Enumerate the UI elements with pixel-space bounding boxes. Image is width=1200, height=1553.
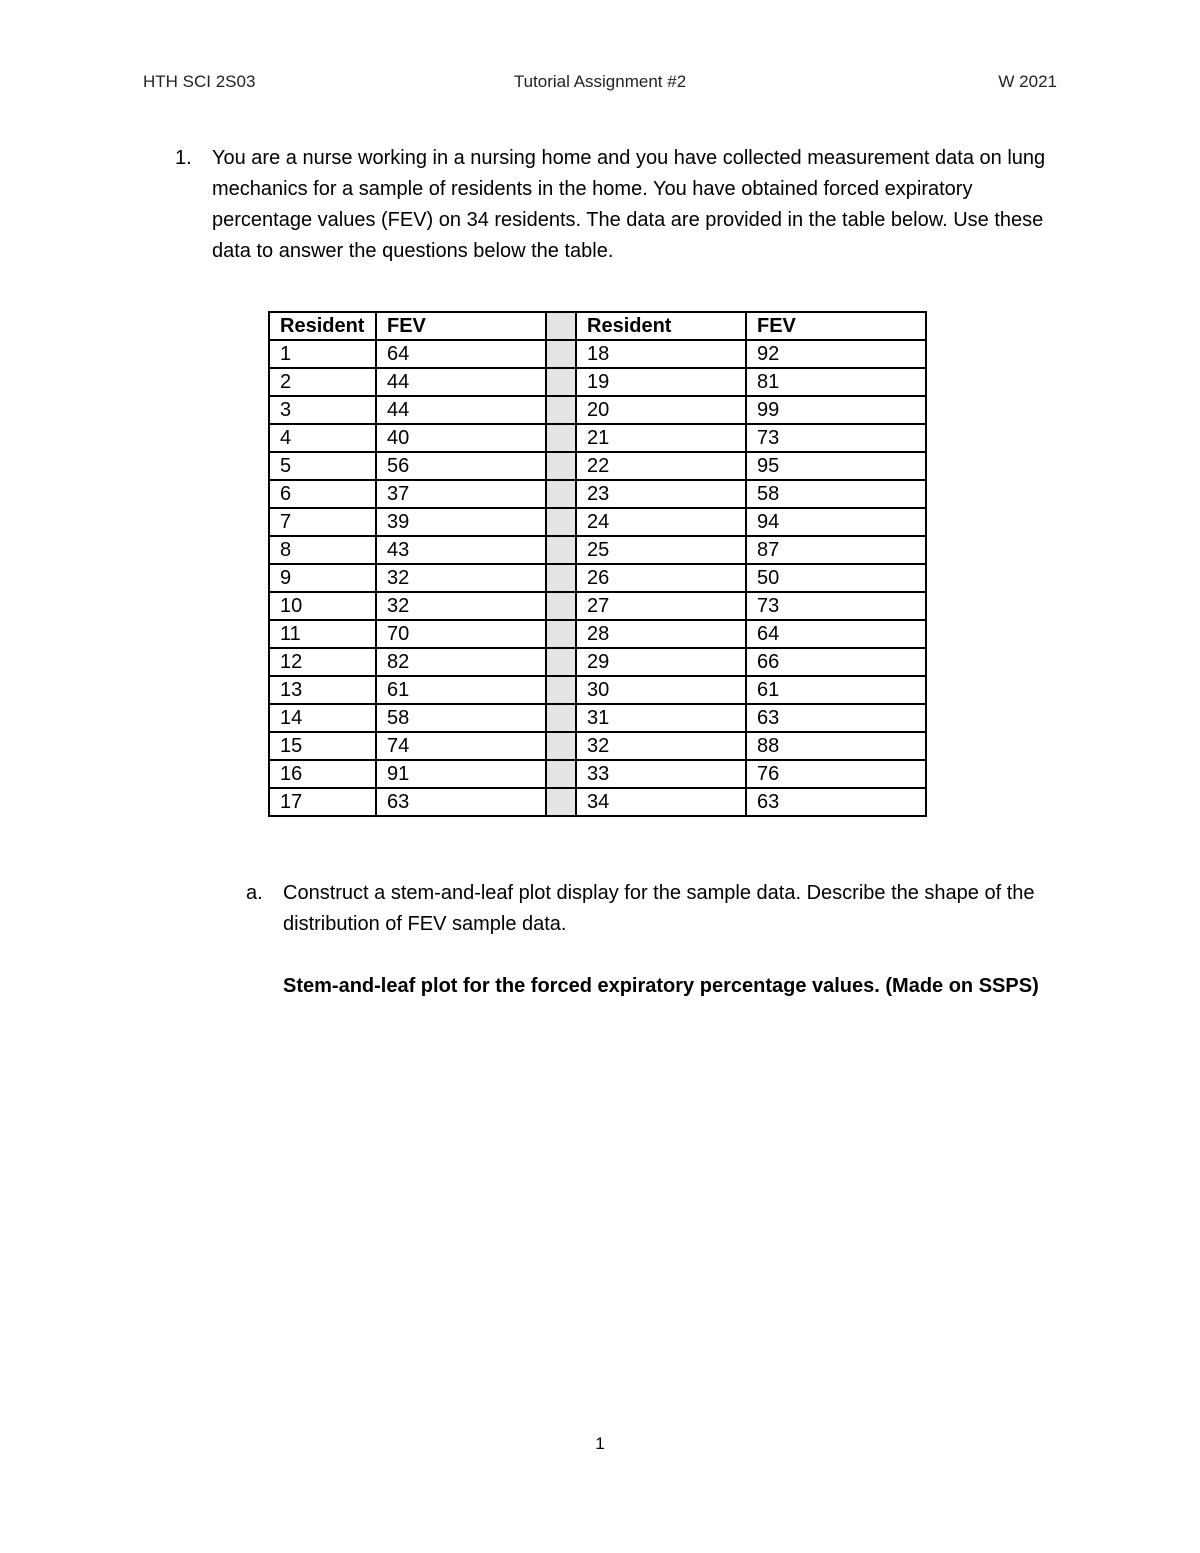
column-separator xyxy=(546,592,576,620)
fev-data-table xyxy=(268,311,927,817)
fev-value-left-cell: 39 xyxy=(376,508,546,536)
resident-id-left-cell: 1 xyxy=(269,340,376,368)
fev-value-right-cell: 63 xyxy=(746,704,926,732)
fev-value-right-cell: 58 xyxy=(746,480,926,508)
fev-value-left-cell: 44 xyxy=(376,396,546,424)
resident-id-right-cell: 34 xyxy=(576,788,746,816)
table-row xyxy=(269,536,926,564)
table-row xyxy=(269,760,926,788)
table-row xyxy=(269,340,926,368)
resident-id-right-cell: 26 xyxy=(576,564,746,592)
resident-id-left-cell: 2 xyxy=(269,368,376,396)
column-header-fev-left: FEV xyxy=(376,312,546,340)
resident-id-right-cell: 25 xyxy=(576,536,746,564)
resident-id-right-cell: 18 xyxy=(576,340,746,368)
table-row xyxy=(269,704,926,732)
fev-value-right-cell: 73 xyxy=(746,592,926,620)
resident-id-right-cell: 31 xyxy=(576,704,746,732)
fev-value-left-cell: 61 xyxy=(376,676,546,704)
fev-value-right-cell: 76 xyxy=(746,760,926,788)
resident-id-left-cell: 15 xyxy=(269,732,376,760)
fev-value-right-cell: 50 xyxy=(746,564,926,592)
column-separator xyxy=(546,788,576,816)
table-row xyxy=(269,564,926,592)
column-separator xyxy=(546,340,576,368)
resident-id-left-cell: 6 xyxy=(269,480,376,508)
fev-value-right-cell: 66 xyxy=(746,648,926,676)
column-separator xyxy=(546,620,576,648)
resident-id-left-cell: 7 xyxy=(269,508,376,536)
resident-id-left-cell: 4 xyxy=(269,424,376,452)
resident-id-right-cell: 33 xyxy=(576,760,746,788)
table-row xyxy=(269,368,926,396)
column-separator xyxy=(546,452,576,480)
fev-value-right-cell: 88 xyxy=(746,732,926,760)
table-row xyxy=(269,620,926,648)
fev-value-right-cell: 61 xyxy=(746,676,926,704)
fev-value-right-cell: 63 xyxy=(746,788,926,816)
column-separator xyxy=(546,760,576,788)
fev-value-right-cell: 73 xyxy=(746,424,926,452)
table-row xyxy=(269,732,926,760)
fev-value-right-cell: 99 xyxy=(746,396,926,424)
resident-id-right-cell: 29 xyxy=(576,648,746,676)
column-separator xyxy=(546,676,576,704)
table-row xyxy=(269,676,926,704)
resident-id-left-cell: 14 xyxy=(269,704,376,732)
resident-id-right-cell: 22 xyxy=(576,452,746,480)
resident-id-left-cell: 10 xyxy=(269,592,376,620)
fev-value-left-cell: 64 xyxy=(376,340,546,368)
fev-value-left-cell: 37 xyxy=(376,480,546,508)
page-number: 1 xyxy=(595,1434,605,1453)
page-header xyxy=(143,72,1057,98)
resident-id-right-cell: 30 xyxy=(576,676,746,704)
table-row xyxy=(269,452,926,480)
column-separator xyxy=(546,396,576,424)
fev-value-left-cell: 44 xyxy=(376,368,546,396)
question-text: You are a nurse working in a nursing home and you have collected measurement data on lung mechanics for a sample of residents in the home. You have obtained forced expiratory percentage values (FEV) on 34 residents. The data are provided in the table below. Use these data to answer the questions below the table. xyxy=(212,147,1046,262)
resident-id-left-cell: 9 xyxy=(269,564,376,592)
plot-caption: Stem-and-leaf plot for the forced expiratory percentage values. (Made on SSPS) xyxy=(283,975,1039,997)
fev-value-left-cell: 56 xyxy=(376,452,546,480)
fev-value-left-cell: 58 xyxy=(376,704,546,732)
course-code: HTH SCI 2S03 xyxy=(143,72,256,91)
term-label: W 2021 xyxy=(998,72,1057,91)
fev-value-right-cell: 64 xyxy=(746,620,926,648)
resident-id-left-cell: 5 xyxy=(269,452,376,480)
subquestion-text: Construct a stem-and-leaf plot display for the sample data. Describe the shape of the distribution of FEV sample data. xyxy=(283,882,1035,935)
fev-value-right-cell: 81 xyxy=(746,368,926,396)
resident-id-right-cell: 20 xyxy=(576,396,746,424)
assignment-title: Tutorial Assignment #2 xyxy=(513,72,687,91)
table-row xyxy=(269,396,926,424)
column-separator xyxy=(546,480,576,508)
resident-id-right-cell: 21 xyxy=(576,424,746,452)
fev-value-left-cell: 32 xyxy=(376,564,546,592)
resident-id-right-cell: 32 xyxy=(576,732,746,760)
column-separator xyxy=(546,424,576,452)
resident-id-right-cell: 23 xyxy=(576,480,746,508)
resident-id-right-cell: 19 xyxy=(576,368,746,396)
table-header-row xyxy=(269,312,926,340)
resident-id-left-cell: 12 xyxy=(269,648,376,676)
fev-value-right-cell: 92 xyxy=(746,340,926,368)
column-header-fev-right: FEV xyxy=(746,312,926,340)
column-separator xyxy=(546,508,576,536)
column-header-resident-left: Resident xyxy=(269,312,376,340)
table-row xyxy=(269,592,926,620)
table-row xyxy=(269,480,926,508)
column-separator xyxy=(546,536,576,564)
fev-value-left-cell: 63 xyxy=(376,788,546,816)
resident-id-left-cell: 13 xyxy=(269,676,376,704)
column-header-resident-right: Resident xyxy=(576,312,746,340)
resident-id-left-cell: 16 xyxy=(269,760,376,788)
fev-value-left-cell: 91 xyxy=(376,760,546,788)
fev-value-right-cell: 94 xyxy=(746,508,926,536)
fev-value-right-cell: 95 xyxy=(746,452,926,480)
question-number: 1. xyxy=(175,147,192,169)
column-separator xyxy=(546,564,576,592)
fev-value-left-cell: 70 xyxy=(376,620,546,648)
fev-value-left-cell: 82 xyxy=(376,648,546,676)
resident-id-left-cell: 8 xyxy=(269,536,376,564)
fev-value-right-cell: 87 xyxy=(746,536,926,564)
column-separator xyxy=(546,732,576,760)
column-separator xyxy=(546,312,576,340)
resident-id-right-cell: 24 xyxy=(576,508,746,536)
table-row xyxy=(269,424,926,452)
table-row xyxy=(269,648,926,676)
table-row xyxy=(269,788,926,816)
resident-id-right-cell: 27 xyxy=(576,592,746,620)
resident-id-left-cell: 3 xyxy=(269,396,376,424)
fev-value-left-cell: 74 xyxy=(376,732,546,760)
table-row xyxy=(269,508,926,536)
resident-id-right-cell: 28 xyxy=(576,620,746,648)
column-separator xyxy=(546,704,576,732)
subquestion-letter: a. xyxy=(246,882,263,904)
fev-value-left-cell: 32 xyxy=(376,592,546,620)
fev-value-left-cell: 40 xyxy=(376,424,546,452)
resident-id-left-cell: 11 xyxy=(269,620,376,648)
column-separator xyxy=(546,648,576,676)
resident-id-left-cell: 17 xyxy=(269,788,376,816)
column-separator xyxy=(546,368,576,396)
fev-value-left-cell: 43 xyxy=(376,536,546,564)
